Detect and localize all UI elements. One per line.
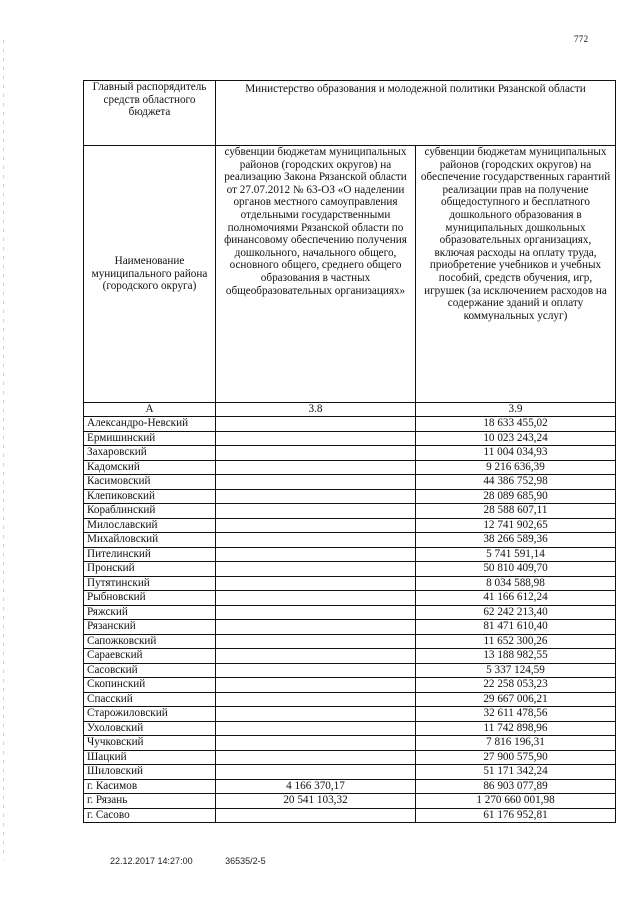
district-name: Сасовский — [84, 663, 216, 678]
district-name: Ряжский — [84, 605, 216, 620]
value-3-8 — [216, 547, 416, 562]
value-3-9: 32 611 478,56 — [416, 707, 616, 722]
table-row — [84, 620, 616, 635]
table-row — [84, 489, 616, 504]
table-row — [84, 794, 616, 809]
header-district-label: Наименование муниципального района (городского округа) — [84, 146, 216, 403]
district-name: Клепиковский — [84, 489, 216, 504]
value-3-8 — [216, 533, 416, 548]
footer — [110, 856, 296, 866]
district-name: Скопинский — [84, 678, 216, 693]
header-subvention-3-8: субвенции бюджетам муниципальных районов (городских округов) на реализацию Закона Рязанской области от 27.07.2012 № 63-ОЗ «О наделении органов местного самоуправления отдельными государственными полномочиями Рязанской области по финансовому обеспечению получения дошкольного, начального общего, основного общего, среднего общего образования в частных общеобразовательных организациях» — [216, 146, 416, 403]
value-3-8: 20 541 103,32 — [216, 794, 416, 809]
header-code-a: А — [84, 403, 216, 417]
value-3-8: 4 166 370,17 — [216, 779, 416, 794]
value-3-8 — [216, 475, 416, 490]
table-row — [84, 460, 616, 475]
table-row — [84, 475, 616, 490]
value-3-9: 8 034 588,98 — [416, 576, 616, 591]
value-3-9: 28 089 685,90 — [416, 489, 616, 504]
header-ministry-name: Министерство образования и молодежной политики Рязанской области — [216, 81, 616, 146]
header-budget-holder-label: Главный распорядитель средств областного бюджета — [84, 81, 216, 146]
district-name: Чучковский — [84, 736, 216, 751]
table-row — [84, 591, 616, 606]
district-name: Кораблинский — [84, 504, 216, 519]
table-row — [84, 446, 616, 461]
value-3-8 — [216, 736, 416, 751]
district-name: Милославский — [84, 518, 216, 533]
table-row — [84, 562, 616, 577]
value-3-9: 51 171 342,24 — [416, 765, 616, 780]
district-name: Спасский — [84, 692, 216, 707]
header-code-3-8: 3.8 — [216, 403, 416, 417]
table-row — [84, 707, 616, 722]
table-row — [84, 634, 616, 649]
value-3-9: 7 816 196,31 — [416, 736, 616, 751]
table-row — [84, 765, 616, 780]
table-row — [84, 533, 616, 548]
district-name: Михайловский — [84, 533, 216, 548]
value-3-9: 29 667 006,21 — [416, 692, 616, 707]
table-row — [84, 547, 616, 562]
table-row — [84, 605, 616, 620]
value-3-8 — [216, 489, 416, 504]
value-3-9: 5 337 124,59 — [416, 663, 616, 678]
value-3-9: 62 242 213,40 — [416, 605, 616, 620]
table-row — [84, 692, 616, 707]
district-name: Александро-Невский — [84, 417, 216, 432]
value-3-9: 38 266 589,36 — [416, 533, 616, 548]
value-3-8 — [216, 721, 416, 736]
header-row-codes — [84, 403, 616, 417]
value-3-9: 5 741 591,14 — [416, 547, 616, 562]
value-3-8 — [216, 750, 416, 765]
district-name: Шацкий — [84, 750, 216, 765]
page-number: 772 — [574, 34, 589, 44]
header-row-descriptions — [84, 146, 616, 403]
value-3-9: 11 004 034,93 — [416, 446, 616, 461]
budget-table — [83, 80, 616, 823]
table-row — [84, 663, 616, 678]
value-3-8 — [216, 692, 416, 707]
table-row — [84, 431, 616, 446]
value-3-9: 10 023 243,24 — [416, 431, 616, 446]
footer-doc-code: 36535/2-5 — [225, 856, 266, 866]
value-3-9: 13 188 982,55 — [416, 649, 616, 664]
value-3-9: 61 176 952,81 — [416, 808, 616, 823]
value-3-9: 9 216 636,39 — [416, 460, 616, 475]
value-3-8 — [216, 765, 416, 780]
table-row — [84, 576, 616, 591]
value-3-9: 11 652 300,26 — [416, 634, 616, 649]
value-3-9: 1 270 660 001,98 — [416, 794, 616, 809]
value-3-8 — [216, 504, 416, 519]
value-3-8 — [216, 460, 416, 475]
value-3-8 — [216, 808, 416, 823]
value-3-9: 81 471 610,40 — [416, 620, 616, 635]
value-3-8 — [216, 707, 416, 722]
table-row — [84, 721, 616, 736]
table-row — [84, 649, 616, 664]
value-3-9: 41 166 612,24 — [416, 591, 616, 606]
value-3-8 — [216, 649, 416, 664]
district-name: г. Рязань — [84, 794, 216, 809]
district-name: Касимовский — [84, 475, 216, 490]
value-3-9: 12 741 902,65 — [416, 518, 616, 533]
table-row — [84, 750, 616, 765]
value-3-9: 27 900 575,90 — [416, 750, 616, 765]
value-3-8 — [216, 417, 416, 432]
value-3-8 — [216, 605, 416, 620]
table-row — [84, 417, 616, 432]
value-3-8 — [216, 634, 416, 649]
value-3-9: 28 588 607,11 — [416, 504, 616, 519]
district-name: Пителинский — [84, 547, 216, 562]
scan-edge-artifact — [3, 40, 4, 860]
table-row — [84, 779, 616, 794]
district-name: Рязанский — [84, 620, 216, 635]
header-code-3-9: 3.9 — [416, 403, 616, 417]
table-row — [84, 736, 616, 751]
district-name: Путятинский — [84, 576, 216, 591]
district-name: г. Касимов — [84, 779, 216, 794]
header-subvention-3-9: субвенции бюджетам муниципальных районов (городских округов) на обеспечение государственных гарантий реализации прав на получение общедоступного и бесплатного дошкольного образования в муниципальных дошкольных образовательных организациях, включая расходы на оплату труда, приобретение учебников и учебных пособий, средств обучения, игр, игрушек (за исключением расходов на содержание зданий и оплату коммунальных услуг) — [416, 146, 616, 403]
district-name: Кадомский — [84, 460, 216, 475]
table-row — [84, 504, 616, 519]
header-row-ministry — [84, 81, 616, 146]
district-name: Ермишинский — [84, 431, 216, 446]
district-name: Сараевский — [84, 649, 216, 664]
value-3-8 — [216, 446, 416, 461]
value-3-8 — [216, 678, 416, 693]
district-name: Сапожковский — [84, 634, 216, 649]
value-3-9: 11 742 898,96 — [416, 721, 616, 736]
value-3-8 — [216, 620, 416, 635]
district-name: Пронский — [84, 562, 216, 577]
value-3-8 — [216, 518, 416, 533]
value-3-8 — [216, 562, 416, 577]
value-3-9: 18 633 455,02 — [416, 417, 616, 432]
district-name: Старожиловский — [84, 707, 216, 722]
district-name: Рыбновский — [84, 591, 216, 606]
value-3-9: 50 810 409,70 — [416, 562, 616, 577]
district-name: г. Сасово — [84, 808, 216, 823]
district-name: Шиловский — [84, 765, 216, 780]
value-3-8 — [216, 663, 416, 678]
table-row — [84, 678, 616, 693]
value-3-8 — [216, 431, 416, 446]
table-row — [84, 808, 616, 823]
value-3-9: 86 903 077,89 — [416, 779, 616, 794]
footer-timestamp: 22.12.2017 14:27:00 — [110, 856, 193, 866]
value-3-8 — [216, 591, 416, 606]
table-row — [84, 518, 616, 533]
value-3-8 — [216, 576, 416, 591]
district-name: Захаровский — [84, 446, 216, 461]
value-3-9: 44 386 752,98 — [416, 475, 616, 490]
district-name: Ухоловский — [84, 721, 216, 736]
value-3-9: 22 258 053,23 — [416, 678, 616, 693]
